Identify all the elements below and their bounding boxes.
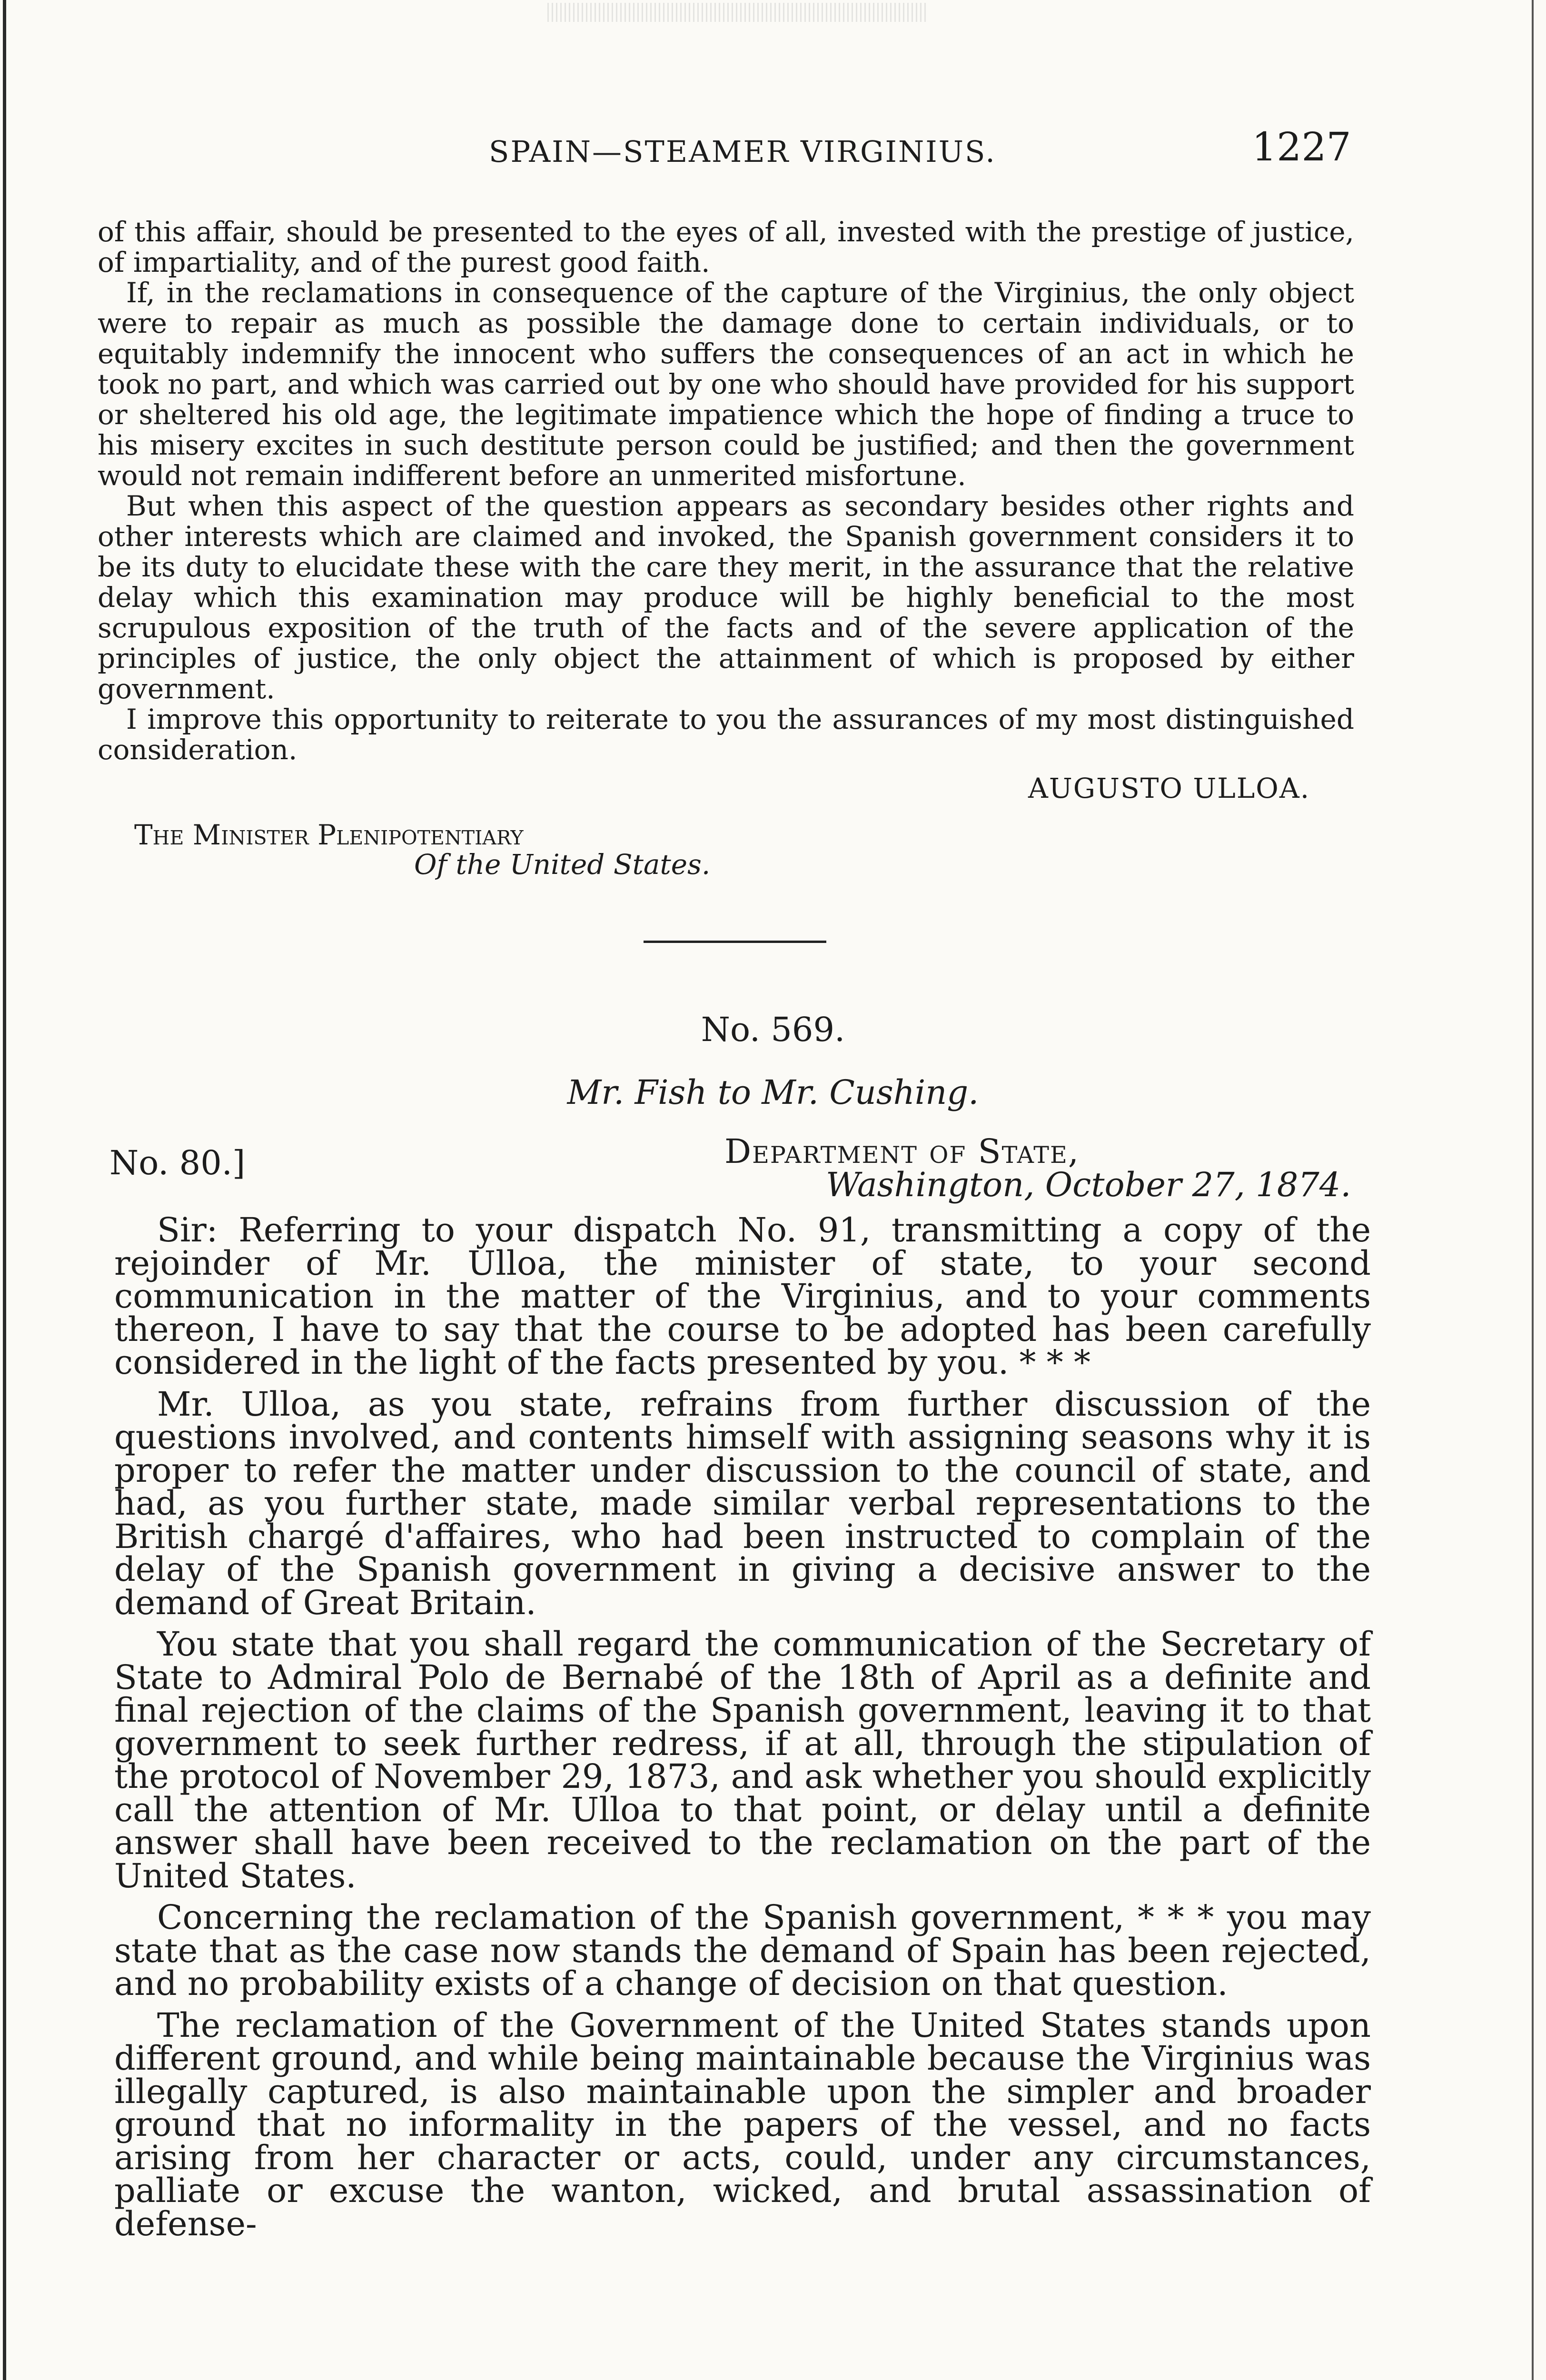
document-number: No. 569. [701,1010,845,1049]
signature: AUGUSTO ULLOA. [1028,772,1310,804]
running-title: SPAIN—STEAMER VIRGINIUS. [489,134,996,169]
paragraph: The reclamation of the Government of the United States stands upon different ground, and while being maintainable because the Virginius was illegally captured, is also maintainable upon the simpler and broader ground that no informality in the papers of the vessel, and no facts arising from her character or acts, could, under any circumstances, palliate or excuse the wanton, wicked, and brutal assassination of defense- [114,2005,1371,2243]
page-edge-left [3,0,6,2380]
addressee-line1: The Minister Plenipotentiary [134,819,524,851]
addressee-line2: Of the United States. [414,848,711,881]
previous-letter-body [98,217,1354,765]
page-edge-right [1532,0,1534,2380]
paragraph: of this affair, should be presented to the eyes of all, invested with the prestige of justice, of impartiality, and of the purest good faith. [98,216,1354,278]
place: Washington, [826,1165,1035,1204]
paragraph: You state that you shall regard the communication of the Secretary of State to Admiral Polo de Bernabé of the 18th of April as a definite and final rejection of the claims of the Spanish government, leaving it to that government to seek further redress, if at all, through the stipulation of the protocol of November 29, 1873, and ask whether you should explicitly call the attention of Mr. Ulloa to that point, or delay until a definite answer shall have been received to the reclamation on the part of the United States. [114,1625,1371,1895]
scan-noise [547,3,928,22]
paragraph: I improve this opportunity to reiterate to you the assurances of my most distinguished consideration. [98,703,1354,766]
paragraph: Concerning the reclamation of the Spanish government, * * * you may state that as the case now stands the demand of Spain has been rejected, and no probability exists of a change of decision on that question. [114,1898,1371,2003]
date: October 27, 1874. [1045,1165,1351,1204]
dateline [826,1165,1351,1204]
letter-body [114,1210,1371,2249]
department: Department of State, [724,1132,1080,1171]
paragraph: Mr. Ulloa, as you state, refrains from further discussion of the questions involved, and contents himself with assigning seasons why it is proper to refer the matter under discussion to the council of state, and had, as you further state, made similar verbal representations to the British chargé d'affaires, who had been instructed to complain of the delay of the Spanish government in giving a decisive answer to the demand of Great Britain. [114,1384,1371,1622]
serial-number: No. 80.] [109,1143,246,1182]
paragraph: Sir: Referring to your dispatch No. 91, transmitting a copy of the rejoinder of Mr. Ulloa, the minister of state, to your second communication in the matter of the Virginius, and to your comments thereon, I have to say that the course to be adopted has been carefully considered in the light of the facts presented by you. * * * [114,1210,1371,1382]
section-divider [644,941,826,943]
paragraph: If, in the reclamations in consequence of the capture of the Virginius, the only object were to repair as much as possible the damage done to certain individuals, or to equitably indemnify the innocent who suffers the consequences of an act in which he took no part, and which was carried out by one who should have provided for his support or sheltered his old age, the legitimate impatience which the hope of finding a truce to his misery excites in such destitute person could be justified; and then the government would not remain indifferent before an unmerited misfortune. [98,277,1354,492]
document-title: Mr. Fish to Mr. Cushing. [567,1073,979,1112]
page-number: 1227 [1252,125,1351,170]
paragraph: But when this aspect of the question appears as secondary besides other rights and other interests which are claimed and invoked, the Spanish government considers it to be its duty to elucidate these with the care they merit, in the assurance that the relative delay which this examination may produce will be highly beneficial to the most scrupulous exposition of the truth of the facts and of the severe application of the principles of justice, the only object the attainment of which is proposed by either government. [98,490,1354,705]
